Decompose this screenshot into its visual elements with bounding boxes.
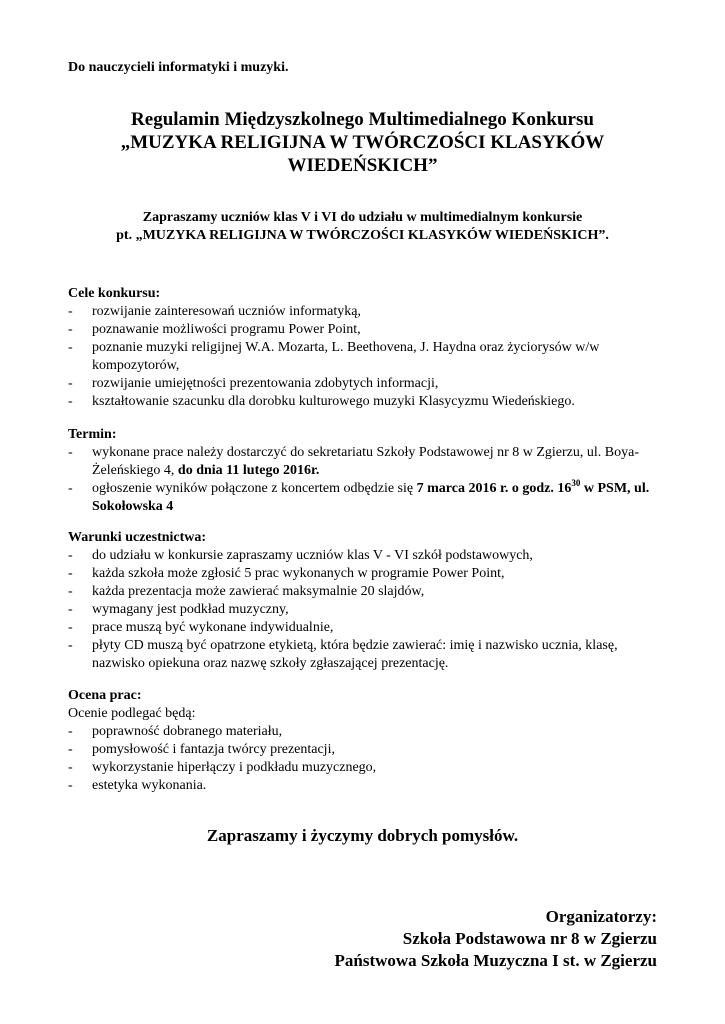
list-item [68, 303, 668, 321]
deadline-section [68, 426, 668, 516]
list-item [68, 393, 668, 411]
list-item [68, 741, 668, 759]
deadline-text: wykonane prace należy dostarczyć do sekretariatu Szkoły Podstawowej nr 8 w Zgierzu, ul. Boya-Żeleńskiego 4, [92, 445, 639, 478]
deadline-list [68, 444, 668, 516]
results-text: ogłoszenie wyników połączone z koncertem odbędzie się [92, 481, 417, 496]
dash-bullet: - [68, 584, 73, 599]
dash-bullet: - [68, 724, 73, 739]
organizer-school-1: Szkoła Podstawowa nr 8 w Zgierzu [402, 929, 657, 948]
title-line-1: Regulamin Międzyszkolnego Multimedialnego Konkursu [131, 109, 594, 130]
organizers-heading: Organizatorzy: [545, 907, 657, 926]
title-line-3: WIEDEŃSKICH” [287, 155, 438, 176]
organizer-school-2: Państwowa Szkoła Muzyczna I st. w Zgierzu [334, 951, 657, 970]
goals-heading: Cele konkursu: [68, 286, 161, 301]
evaluation-text: wykorzystanie hiperłączy i podkładu muzycznego, [92, 760, 377, 775]
dash-bullet: - [68, 742, 73, 757]
list-item [68, 339, 668, 375]
conditions-section [68, 529, 668, 673]
invitation-text [40, 209, 685, 245]
list-item [68, 375, 668, 393]
goals-section [68, 285, 668, 411]
dash-bullet: - [68, 481, 73, 496]
list-item [68, 321, 668, 339]
evaluation-heading: Ocena prac: [68, 688, 142, 703]
dash-bullet: - [68, 778, 73, 793]
dash-bullet: - [68, 322, 73, 337]
dash-bullet: - [68, 620, 73, 635]
list-item [68, 583, 668, 601]
addressee-line: Do nauczycieli informatyki i muzyki. [68, 60, 289, 75]
condition-text: prace muszą być wykonane indywidualnie, [92, 620, 334, 635]
list-item [68, 777, 668, 795]
dash-bullet: - [68, 376, 73, 391]
goals-list [68, 303, 668, 411]
evaluation-text: estetyka wykonania. [92, 778, 207, 793]
dash-bullet: - [68, 760, 73, 775]
closing-line: Zapraszamy i życzymy dobrych pomysłów. [206, 826, 519, 845]
dash-bullet: - [68, 566, 73, 581]
dash-bullet: - [68, 445, 73, 460]
dash-bullet: - [68, 638, 73, 653]
list-item [68, 723, 668, 741]
evaluation-intro: Ocenie podlegać będą: [68, 706, 196, 721]
evaluation-list [68, 723, 668, 795]
list-item [68, 565, 668, 583]
goal-text: rozwijanie zainteresowań uczniów informatyką, [92, 304, 362, 319]
results-place: w PSM, ul. Sokołowska 4 [92, 481, 650, 514]
evaluation-text: pomysłowość i fantazja twórcy prezentacji, [92, 742, 335, 757]
dash-bullet: - [68, 602, 73, 617]
list-item [68, 637, 668, 673]
goal-text: kształtowanie szacunku dla dorobku kulturowego muzyki Klasycyzmu Wiedeńskiego. [92, 394, 575, 409]
evaluation-section [68, 687, 668, 795]
list-item [68, 601, 668, 619]
list-item [68, 619, 668, 637]
goal-text: rozwijanie umiejętności prezentowania zdobytych informacji, [92, 376, 439, 391]
dash-bullet: - [68, 304, 73, 319]
condition-text: do udziału w konkursie zapraszamy uczniów klas V - VI szkół podstawowych, [92, 548, 533, 563]
list-item [68, 480, 668, 516]
deadline-heading: Termin: [68, 427, 117, 442]
title-line-2: „MUZYKA RELIGIJNA W TWÓRCZOŚCI KLASYKÓW [120, 132, 605, 153]
results-date: 7 marca 2016 r. o godz. 16 [416, 481, 572, 496]
list-item [68, 444, 668, 480]
condition-text: każda szkoła może zgłosić 5 prac wykonanych w programie Power Point, [92, 566, 505, 581]
document-title [40, 108, 685, 177]
conditions-list [68, 547, 668, 673]
condition-text: każda prezentacja może zawierać maksymalnie 20 slajdów, [92, 584, 425, 599]
invitation-line-2: pt. „MUZYKA RELIGIJNA W TWÓRCZOŚCI KLASYKÓW WIEDEŃSKICH”. [116, 228, 609, 243]
list-item [68, 547, 668, 565]
condition-text: wymagany jest podkład muzyczny, [92, 602, 289, 617]
condition-text: płyty CD muszą być opatrzone etykietą, która będzie zawierać: imię i nazwisko ucznia, klasę, nazwisko opiekuna oraz nazwę szkoły zgłaszającej prezentację. [92, 638, 618, 671]
conditions-heading: Warunki uczestnictwa: [68, 530, 207, 545]
results-time-minutes: 30 [571, 478, 581, 488]
goal-text: poznawanie możliwości programu Power Point, [92, 322, 361, 337]
evaluation-text: poprawność dobranego materiału, [92, 724, 283, 739]
deadline-date: do dnia 11 lutego 2016r. [177, 463, 320, 478]
invitation-line-1: Zapraszamy uczniów klas V i VI do udziału w multimedialnym konkursie [142, 210, 583, 225]
dash-bullet: - [68, 548, 73, 563]
organizers-block [334, 906, 657, 972]
goal-text: poznanie muzyki religijnej W.A. Mozarta, L. Beethovena, J. Haydna oraz życiorysów w/w kompozytorów, [92, 340, 600, 373]
dash-bullet: - [68, 394, 73, 409]
dash-bullet: - [68, 340, 73, 355]
list-item [68, 759, 668, 777]
